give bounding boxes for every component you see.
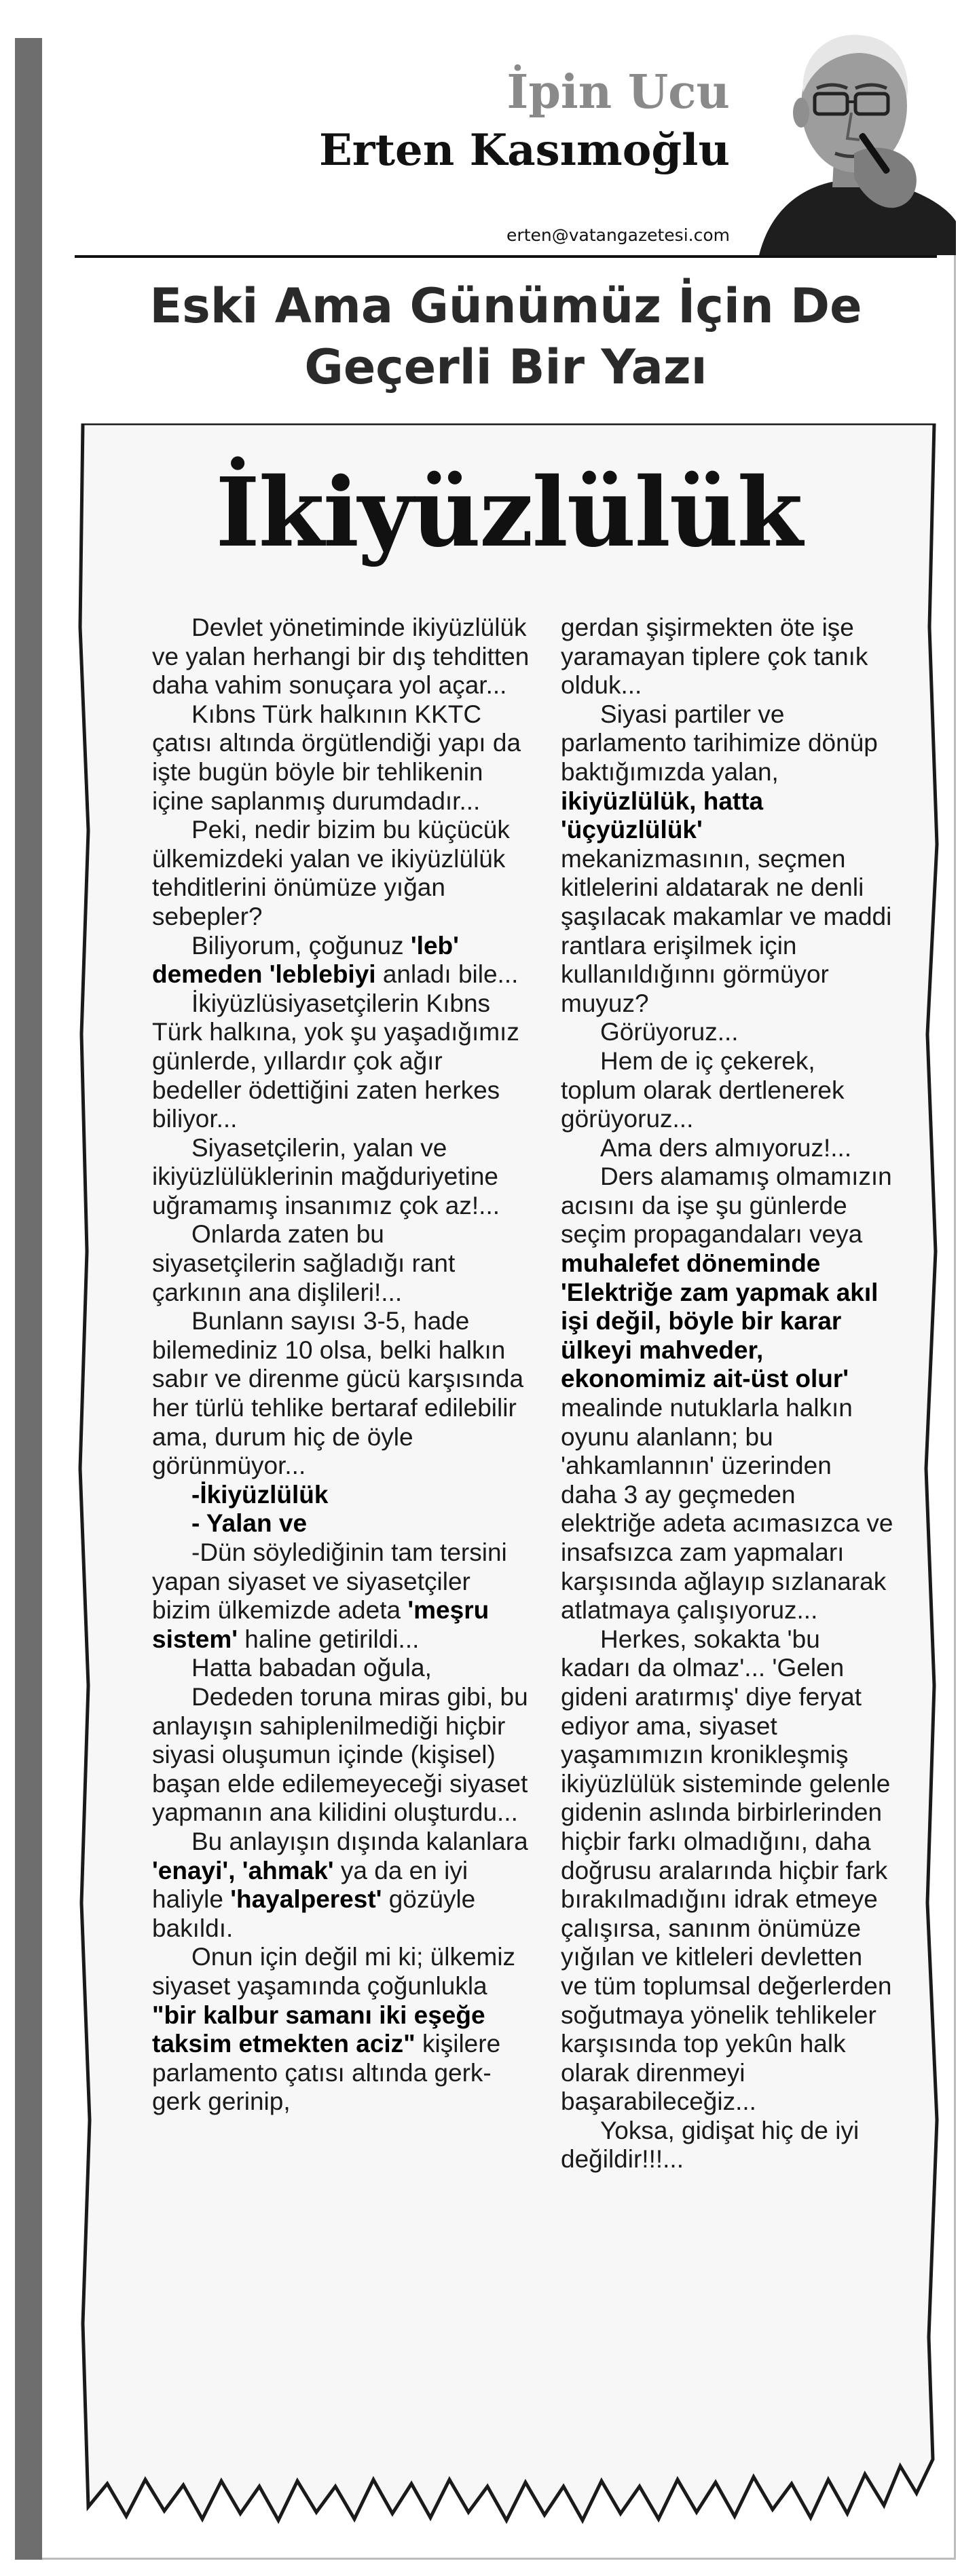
text-run: mekanizmasının, seçmen kitlelerini aldatarak ne denli şaşılacak makamlar ve maddi rantlara erişilmek için kullanıldığınnı görmüyor muyuz? bbox=[561, 844, 892, 1017]
bold-phrase: 'leb' demeden 'leblebiyi bbox=[152, 931, 459, 989]
text-run: Onun için değil mi ki; ülkemiz siyaset yaşamında çoğunlukla bbox=[152, 1943, 516, 2000]
bold-phrase: muhalefet döneminde 'Elektriğe zam yapmak akıl işi değil, böyle bir karar ülkeyi mahveder, ekonomimiz ait-üst olur' bbox=[561, 1249, 879, 1393]
article-paragraph bbox=[152, 1481, 532, 1510]
article-paragraph bbox=[561, 1625, 893, 2117]
article-paragraph bbox=[152, 1654, 532, 1683]
text-run: Bunlann sayısı 3-5, hade bilemediniz 10 olsa, belki halkın sabır ve direnme gücü karşısında her türlü tehlike bertaraf edilebilir ama, durum hiç de öyle görünmüyor... bbox=[152, 1307, 524, 1480]
column-kicker: İpin Ucu bbox=[506, 65, 730, 119]
article-paragraph bbox=[561, 1394, 893, 1625]
text-run: Herkes, sokakta 'bu kadarı da olmaz'... 'Gelen gideni aratırmış' diye feryat ediyor ama, siyaset yaşamımızın kronikleşmiş ikiyüzlülük sisteminde gelenle gidenin aslında birbirlerinden hiçbir farkı olmadığını, daha doğrusu aralarında hiçbir fark bırakılmadığını idrak etmeye çalışırsa, sanınm önümüze yığılan ve kitleleri devletten ve tüm toplumsal değerlerden soğutmaya yönelik tehlikeler karşısında top yekûn halk olarak direnmeyi başarabileceğiz... bbox=[561, 1625, 892, 2116]
article-paragraph bbox=[152, 700, 532, 816]
text-run: ya da en iyi haliyle bbox=[152, 1856, 468, 1914]
author-email[interactable]: erten@vatangazetesi.com bbox=[506, 225, 730, 245]
text-run: Dededen toruna miras gibi, bu anlayışın sahiplenilmediği hiçbir siyasi oluşumun içinde (kişisel) başan elde edilemeyeceği siyaset yapmanın ana kilidini oluşturdu... bbox=[152, 1682, 528, 1827]
text-run: Siyasi partiler ve parlamento tarihimize dönüp baktığımızda yalan, bbox=[561, 700, 878, 786]
article-paragraph bbox=[152, 613, 532, 700]
header-rule bbox=[75, 255, 937, 258]
text-run: mealinde nutuklarla halkın oyunu alanlann; bu 'ahkamlannın' üzerinden daha 3 ay geçmeden elektriğe adeta acımasızca ve insafsızca zam yapmaları karşısında ağlayıp sızlanarak atlatmaya çalışıyoruz... bbox=[561, 1394, 893, 1625]
text-run: Siyasetçilerin, yalan ve ikiyüzlülüklerinin mağduriyetine uğramamış insanımız çok az!... bbox=[152, 1133, 500, 1219]
article-paragraph bbox=[561, 2117, 893, 2174]
newspaper-clipping bbox=[77, 423, 940, 2541]
text-run: Ders alamamış olmamızın acısını da işe şu günlerde seçim propagandaları veya bbox=[561, 1162, 892, 1249]
article-title: İkiyüzlülük bbox=[215, 457, 802, 569]
article-column-left bbox=[152, 613, 532, 2117]
bold-phrase: "bir kalbur samanı iki eşeğe taksim etmekten aciz" bbox=[152, 2001, 485, 2058]
left-gray-bar bbox=[15, 38, 42, 2560]
page-headline bbox=[75, 276, 937, 398]
article-paragraph bbox=[152, 1134, 532, 1221]
text-run: Devlet yönetiminde ikiyüzlülük ve yalan herhangi bir dış tehditten daha vahim sonuçara yol açar... bbox=[152, 613, 530, 700]
article-paragraph bbox=[152, 1538, 532, 1654]
bold-phrase: 'hayalperest' bbox=[230, 1885, 382, 1914]
article-paragraph bbox=[561, 1162, 893, 1249]
article-paragraph bbox=[152, 1509, 532, 1538]
bold-phrase: -İkiyüzlülük bbox=[191, 1480, 329, 1509]
article-column-right bbox=[561, 613, 893, 2174]
article-paragraph bbox=[152, 1683, 532, 1827]
text-run: haline getirildi... bbox=[238, 1625, 420, 1653]
bold-phrase: 'enayi', 'ahmak' bbox=[152, 1856, 334, 1884]
text-run: -Dün söylediğinin tam tersini yapan siyaset ve siyasetçiler bizim ülkemizde adeta bbox=[152, 1538, 507, 1625]
text-run: İkiyüzlüsiyasetçilerin Kıbns Türk halkına, yok şu yaşadığımız günlerde, yıllardır çok ağır bedeller ödettiğini zaten herkes biliyor... bbox=[152, 989, 519, 1133]
text-run: Ama ders almıyoruz!... bbox=[600, 1133, 852, 1162]
article-paragraph bbox=[561, 1047, 893, 1134]
article-paragraph bbox=[561, 1134, 893, 1163]
text-run: Görüyoruz... bbox=[600, 1018, 739, 1046]
bold-phrase: ikiyüzlülük, hatta 'üçyüzlülük' bbox=[561, 787, 764, 844]
text-run: Peki, nedir bizim bu küçücük ülkemizdeki yalan ve ikiyüzlülük tehditlerini önümüze yığan sebepler? bbox=[152, 816, 510, 930]
author-portrait bbox=[752, 18, 956, 255]
text-run: Biliyorum, çoğunuz bbox=[191, 931, 411, 960]
article-paragraph bbox=[152, 1943, 532, 2117]
text-run: Hatta babadan oğula, bbox=[191, 1654, 432, 1682]
bold-phrase: - Yalan ve bbox=[191, 1509, 308, 1538]
article-paragraph bbox=[152, 1827, 532, 1943]
text-run: gerdan şişirmekten öte işe yaramayan tiplere çok tanık olduk... bbox=[561, 613, 868, 700]
text-run: Hem de iç çekerek, toplum olarak dertlenerek görüyoruz... bbox=[561, 1046, 845, 1133]
article-paragraph bbox=[561, 700, 893, 1019]
text-run: gözüyle bakıldı. bbox=[152, 1885, 476, 1942]
article-paragraph bbox=[561, 1249, 893, 1394]
article-paragraph bbox=[561, 1018, 893, 1047]
author-name: Erten Kasımoğlu bbox=[318, 125, 730, 176]
article-paragraph bbox=[152, 989, 532, 1134]
article-paragraph bbox=[152, 816, 532, 931]
article-paragraph bbox=[561, 613, 893, 700]
article-paragraph bbox=[152, 932, 532, 989]
article-paragraph bbox=[152, 1307, 532, 1481]
text-run: kişilere parlamento çatısı altında gerk-gerk gerinip, bbox=[152, 2030, 501, 2116]
text-run: Kıbns Türk halkının KKTC çatısı altında örgütlendiği yapı da işte bugün böyle bir tehlikenin içine saplanmış durumdadır... bbox=[152, 700, 521, 815]
headline-line-1: Eski Ama Günümüz İçin De bbox=[149, 278, 862, 334]
text-run: Yoksa, gidişat hiç de iyi değildir!!!... bbox=[561, 2116, 860, 2174]
bold-phrase: 'meşru sistem' bbox=[152, 1596, 490, 1653]
headline-line-2: Geçerli Bir Yazı bbox=[304, 339, 707, 395]
text-run: Bu anlayışın dışında kalanlara bbox=[191, 1827, 528, 1855]
column-page bbox=[42, 38, 956, 2560]
text-run: anladı bile... bbox=[375, 960, 519, 989]
text-run: Onlarda zaten bu siyasetçilerin sağladığı rant çarkının ana dişlileri!... bbox=[152, 1220, 456, 1306]
article-paragraph bbox=[152, 1220, 532, 1307]
